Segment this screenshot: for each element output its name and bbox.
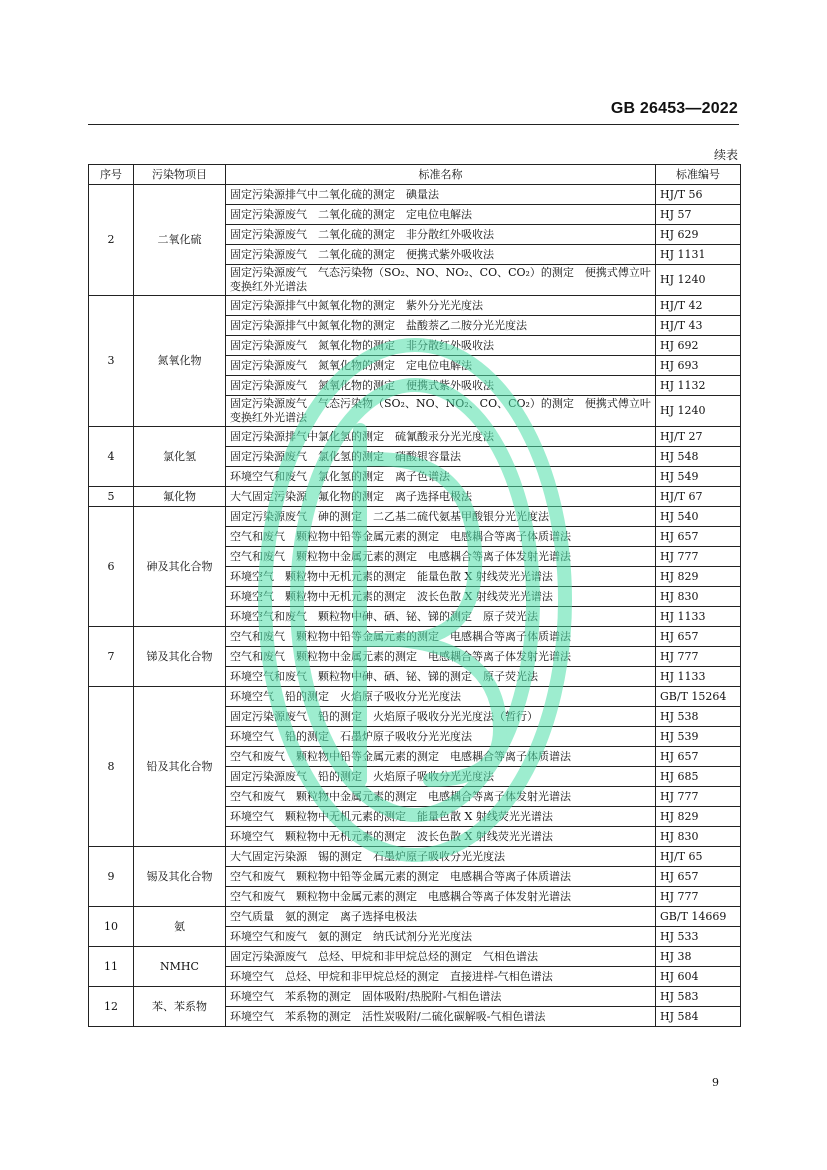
standard-code: HJ 549 <box>656 467 741 487</box>
standard-code: HJ 685 <box>656 767 741 787</box>
standard-name: 环境空气和废气 颗粒物中砷、硒、铋、锑的测定 原子荧光法 <box>226 607 656 627</box>
standard-code: HJ 657 <box>656 747 741 767</box>
standard-code: HJ 777 <box>656 647 741 667</box>
standard-code: HJ/T 56 <box>656 185 741 205</box>
column-header-code: 标准编号 <box>656 165 741 185</box>
standard-code: HJ 777 <box>656 547 741 567</box>
table-row <box>89 507 741 527</box>
standard-name: 环境空气 颗粒物中无机元素的测定 能量色散 X 射线荧光光谱法 <box>226 807 656 827</box>
standard-name: 环境空气 总烃、甲烷和非甲烷总烃的测定 直接进样-气相色谱法 <box>226 967 656 987</box>
row-number: 3 <box>89 296 134 427</box>
standard-code: GB/T 14669 <box>656 907 741 927</box>
standard-name: 固定污染源废气 气态污染物（SO₂、NO、NO₂、CO、CO₂）的测定 便携式傅立叶变换红外光谱法 <box>226 265 656 296</box>
standards-table <box>88 164 741 1027</box>
pollutant-item: 氯化氢 <box>134 427 226 487</box>
header-rule <box>88 124 739 125</box>
standard-code: HJ 38 <box>656 947 741 967</box>
standard-name: 空气和废气 颗粒物中铅等金属元素的测定 电感耦合等离子体质谱法 <box>226 527 656 547</box>
table-row <box>89 947 741 967</box>
column-header-no: 序号 <box>89 165 134 185</box>
standard-name: 环境空气 苯系物的测定 固体吸附/热脱附-气相色谱法 <box>226 987 656 1007</box>
standard-name: 环境空气和废气 颗粒物中砷、硒、铋、锑的测定 原子荧光法 <box>226 667 656 687</box>
standard-code: HJ 540 <box>656 507 741 527</box>
standard-code: HJ 830 <box>656 587 741 607</box>
standard-name: 固定污染源废气 二氧化硫的测定 非分散红外吸收法 <box>226 225 656 245</box>
row-number: 4 <box>89 427 134 487</box>
standard-code: HJ 657 <box>656 867 741 887</box>
row-number: 9 <box>89 847 134 907</box>
standard-name: 固定污染源废气 二氧化硫的测定 定电位电解法 <box>226 205 656 225</box>
standard-code: HJ 1133 <box>656 607 741 627</box>
row-number: 8 <box>89 687 134 847</box>
standard-code: HJ/T 67 <box>656 487 741 507</box>
standard-code: HJ 777 <box>656 787 741 807</box>
standard-code: HJ/T 42 <box>656 296 741 316</box>
table-body <box>89 185 741 1027</box>
row-number: 11 <box>89 947 134 987</box>
pollutant-item: 二氧化硫 <box>134 185 226 296</box>
standard-code: HJ 657 <box>656 627 741 647</box>
standard-code: HJ 777 <box>656 887 741 907</box>
standard-name: 空气和废气 颗粒物中铅等金属元素的测定 电感耦合等离子体质谱法 <box>226 867 656 887</box>
standard-code: HJ 604 <box>656 967 741 987</box>
standard-code: HJ 538 <box>656 707 741 727</box>
standard-name: 大气固定污染源 锡的测定 石墨炉原子吸收分光光度法 <box>226 847 656 867</box>
standard-name: 固定污染源废气 总烃、甲烷和非甲烷总烃的测定 气相色谱法 <box>226 947 656 967</box>
standard-name: 固定污染源废气 铅的测定 火焰原子吸收分光光度法 <box>226 767 656 787</box>
continued-label: 续表 <box>713 148 738 162</box>
standard-name: 空气和废气 颗粒物中金属元素的测定 电感耦合等离子体发射光谱法 <box>226 887 656 907</box>
standard-name: 空气和废气 颗粒物中铅等金属元素的测定 电感耦合等离子体质谱法 <box>226 627 656 647</box>
standard-code: HJ 1240 <box>656 396 741 427</box>
standard-code: HJ 830 <box>656 827 741 847</box>
standard-code: HJ/T 27 <box>656 427 741 447</box>
standard-name: 固定污染源废气 铅的测定 火焰原子吸收分光光度法（暂行） <box>226 707 656 727</box>
table-row <box>89 627 741 647</box>
standard-name: 固定污染源废气 二氧化硫的测定 便携式紫外吸收法 <box>226 245 656 265</box>
standard-code: HJ 1131 <box>656 245 741 265</box>
row-number: 12 <box>89 987 134 1027</box>
standard-code: HJ 533 <box>656 927 741 947</box>
table-row <box>89 487 741 507</box>
standard-code: HJ/T 65 <box>656 847 741 867</box>
standard-name: 固定污染源废气 氯化氢的测定 硝酸银容量法 <box>226 447 656 467</box>
pollutant-item: 苯、苯系物 <box>134 987 226 1027</box>
standard-name: 固定污染源废气 氮氧化物的测定 非分散红外吸收法 <box>226 336 656 356</box>
standard-name: 固定污染源废气 砷的测定 二乙基二硫代氨基甲酸银分光光度法 <box>226 507 656 527</box>
standard-name: 环境空气 苯系物的测定 活性炭吸附/二硫化碳解吸-气相色谱法 <box>226 1007 656 1027</box>
table-row <box>89 185 741 205</box>
standard-name: 环境空气 颗粒物中无机元素的测定 波长色散 X 射线荧光光谱法 <box>226 827 656 847</box>
document-code: GB 26453—2022 <box>610 100 738 117</box>
standard-name: 固定污染源废气 氮氧化物的测定 便携式紫外吸收法 <box>226 376 656 396</box>
row-number: 5 <box>89 487 134 507</box>
standard-code: GB/T 15264 <box>656 687 741 707</box>
standard-code: HJ 583 <box>656 987 741 1007</box>
standard-code: HJ 1132 <box>656 376 741 396</box>
standard-name: 环境空气 颗粒物中无机元素的测定 能量色散 X 射线荧光光谱法 <box>226 567 656 587</box>
row-number: 6 <box>89 507 134 627</box>
standard-name: 环境空气和废气 氯化氢的测定 离子色谱法 <box>226 467 656 487</box>
standard-name: 环境空气 颗粒物中无机元素的测定 波长色散 X 射线荧光光谱法 <box>226 587 656 607</box>
pollutant-item: 氮氧化物 <box>134 296 226 427</box>
standard-name: 环境空气和废气 氨的测定 纳氏试剂分光光度法 <box>226 927 656 947</box>
standard-code: HJ 584 <box>656 1007 741 1027</box>
pollutant-item: 铅及其化合物 <box>134 687 226 847</box>
standard-code: HJ 57 <box>656 205 741 225</box>
standard-name: 空气和废气 颗粒物中金属元素的测定 电感耦合等离子体发射光谱法 <box>226 547 656 567</box>
row-number: 10 <box>89 907 134 947</box>
standard-name: 大气固定污染源 氟化物的测定 离子选择电极法 <box>226 487 656 507</box>
standard-code: HJ 829 <box>656 567 741 587</box>
standard-name: 固定污染源排气中氯化氢的测定 硫氰酸汞分光光度法 <box>226 427 656 447</box>
standard-code: HJ/T 43 <box>656 316 741 336</box>
row-number: 2 <box>89 185 134 296</box>
column-header-item: 污染物项目 <box>134 165 226 185</box>
standard-name: 空气和废气 颗粒物中金属元素的测定 电感耦合等离子体发射光谱法 <box>226 647 656 667</box>
standard-code: HJ 657 <box>656 527 741 547</box>
standard-name: 环境空气 铅的测定 石墨炉原子吸收分光光度法 <box>226 727 656 747</box>
row-number: 7 <box>89 627 134 687</box>
standard-name: 固定污染源废气 氮氧化物的测定 定电位电解法 <box>226 356 656 376</box>
standard-code: HJ 1133 <box>656 667 741 687</box>
pollutant-item: 锑及其化合物 <box>134 627 226 687</box>
standard-code: HJ 1240 <box>656 265 741 296</box>
standard-code: HJ 829 <box>656 807 741 827</box>
table-header-row <box>89 165 741 185</box>
table-row <box>89 907 741 927</box>
standard-code: HJ 693 <box>656 356 741 376</box>
pollutant-item: 砷及其化合物 <box>134 507 226 627</box>
standard-code: HJ 548 <box>656 447 741 467</box>
standard-code: HJ 629 <box>656 225 741 245</box>
standard-name: 环境空气 铅的测定 火焰原子吸收分光光度法 <box>226 687 656 707</box>
standard-name: 固定污染源排气中氮氧化物的测定 盐酸萘乙二胺分光光度法 <box>226 316 656 336</box>
table-row <box>89 847 741 867</box>
standard-name: 固定污染源排气中二氧化硫的测定 碘量法 <box>226 185 656 205</box>
standard-name: 空气和废气 颗粒物中铅等金属元素的测定 电感耦合等离子体质谱法 <box>226 747 656 767</box>
standard-name: 固定污染源排气中氮氧化物的测定 紫外分光光度法 <box>226 296 656 316</box>
standard-code: HJ 539 <box>656 727 741 747</box>
pollutant-item: 氟化物 <box>134 487 226 507</box>
standard-name: 固定污染源废气 气态污染物（SO₂、NO、NO₂、CO、CO₂）的测定 便携式傅立叶变换红外光谱法 <box>226 396 656 427</box>
table-row <box>89 687 741 707</box>
standard-name: 空气质量 氨的测定 离子选择电极法 <box>226 907 656 927</box>
column-header-name: 标准名称 <box>226 165 656 185</box>
pollutant-item: 氨 <box>134 907 226 947</box>
page-number: 9 <box>712 1076 719 1089</box>
pollutant-item: 锡及其化合物 <box>134 847 226 907</box>
table-row <box>89 987 741 1007</box>
standard-name: 空气和废气 颗粒物中金属元素的测定 电感耦合等离子体发射光谱法 <box>226 787 656 807</box>
pollutant-item: NMHC <box>134 947 226 987</box>
standard-code: HJ 692 <box>656 336 741 356</box>
table-row <box>89 427 741 447</box>
table-row <box>89 296 741 316</box>
